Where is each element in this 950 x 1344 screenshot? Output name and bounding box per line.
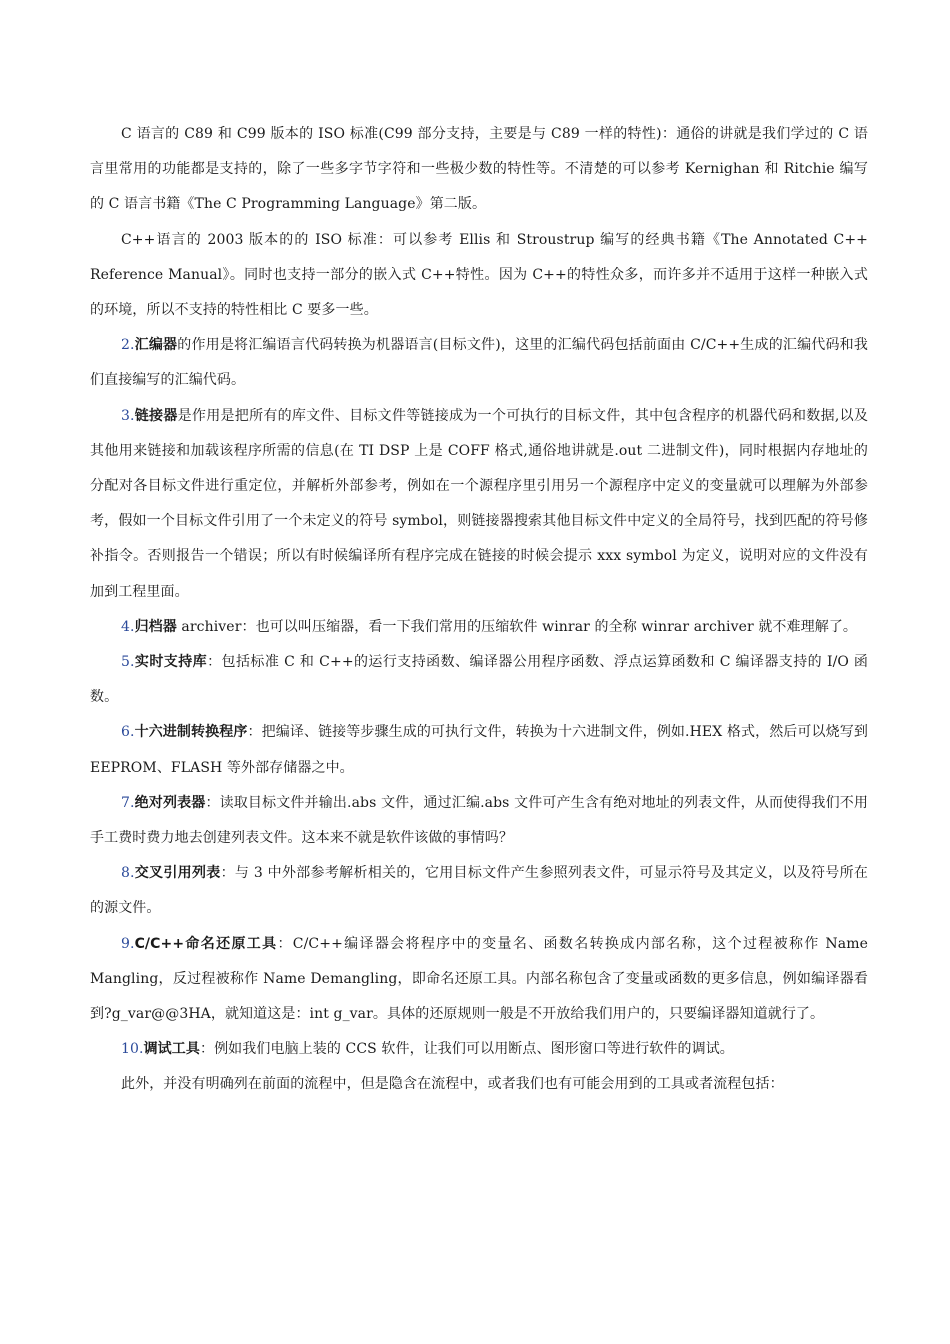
list-item-number: 9. [121, 935, 135, 952]
list-item-linker [90, 399, 868, 610]
list-item-name-demangler [90, 927, 868, 1033]
list-item-text: archiver：也可以叫压缩器，看一下我们常用的压缩软件 winrar 的全称 winrar archiver 就不难理解了。 [176, 618, 858, 635]
list-item-number: 5. [121, 654, 135, 671]
list-item-archiver [90, 610, 868, 645]
list-item-absolute-lister [90, 786, 868, 856]
list-item-term: 链接器 [134, 407, 178, 424]
list-item-number: 4. [121, 618, 135, 635]
list-item-term: C/C++命名还原工具 [134, 935, 278, 952]
paragraph-closing: 此外，并没有明确列在前面的流程中，但是隐含在流程中，或者我们也有可能会用到的工具或者流程包括： [121, 1076, 784, 1093]
list-item-text: ：例如我们电脑上装的 CCS 软件，让我们可以用断点、图形窗口等进行软件的调试。 [199, 1041, 734, 1058]
list-item-text: 的作用是将汇编语言代码转换为机器语言(目标文件)，这里的汇编代码包括前面由 C/C++生成的汇编代码和我们直接编写的汇编代码。 [90, 337, 868, 389]
list-item-number: 7. [121, 794, 135, 811]
list-item-text: ：读取目标文件并输出.abs 文件，通过汇编.abs 文件可产生含有绝对地址的列表文件，从而使得我们不用手工费时费力地去创建列表文件。这本来不就是软件该做的事情吗？ [90, 794, 869, 847]
list-item-debug-tools [90, 1032, 868, 1067]
list-item-cross-reference-lister [90, 856, 868, 926]
list-item-term: 调试工具 [143, 1041, 200, 1058]
list-item-term: 十六进制转换程序 [134, 724, 248, 741]
list-item-runtime-library [90, 645, 868, 715]
list-item-text: ：与 3 中外部参考解析相关的，它用目标文件产生参照列表文件，可显示符号及其定义，以及符号所在的源文件。 [90, 865, 868, 917]
paragraph-c-standard: C 语言的 C89 和 C99 版本的 ISO 标准(C99 部分支持，主要是与 C89 一样的特性)：通俗的讲就是我们学过的 C 语言里常用的功能都是支持的，除了一些多字节字符和一些极少数的特性等。不清楚的可以参考 Kernighan 和 Ritchie 编写的 C 语言书籍《The C Programming Language》第二版。 [90, 126, 868, 213]
list-item-text: ：包括标准 C 和 C++的运行支持函数、编译器公用程序函数、浮点运算函数和 C 编译器支持的 I/O 函数。 [90, 654, 869, 706]
list-item-number: 6. [121, 724, 135, 741]
list-item-number: 3. [121, 407, 135, 424]
list-item-hex-converter [90, 715, 868, 785]
list-item-text: 是作用是把所有的库文件、目标文件等链接成为一个可执行的目标文件，其中包含程序的机器代码和数据,以及其他用来链接和加载该程序所需的信息(在 TI DSP 上是 COFF 格式,通俗地讲就是.out 二进制文件)，同时根据内存地址的分配对各目标文件进行重定位，并解析外部参考，例如在一个源程序里引用另一个源程序中定义的变量就可以理解为外部参考，假如一个目标文件引用了一个未定义的符号 symbol，则链接器搜索其他目标文件中定义的全局符号，找到匹配的符号修补指令。否则报告一个错误；所以有时候编译所有程序完成在链接的时候会提示 xxx symbol 为定义，说明对应的文件没有加到工程里面。 [90, 407, 868, 600]
list-item-number: 2. [121, 337, 135, 354]
list-item-assembler [90, 328, 868, 398]
list-item-term: 归档器 [134, 618, 177, 635]
document-page [90, 117, 868, 1103]
list-item-number: 8. [121, 865, 135, 882]
list-item-text: ：C/C++编译器会将程序中的变量名、函数名转换成内部名称，这个过程被称作 Name Mangling，反过程被称作 Name Demangling，即命名还原工具。内部名称包含了变量或函数的更多信息，例如编译器看到?g_var@@3HA，就知道这是：int g_var。具体的还原规则一般是不开放给我们用户的，只要编译器知道就行了。 [90, 935, 868, 1023]
list-item-term: 汇编器 [134, 337, 178, 354]
list-item-term: 实时支持库 [134, 654, 208, 671]
list-item-term: 交叉引用列表 [134, 865, 221, 882]
list-item-term: 绝对列表器 [134, 794, 206, 811]
paragraph-cpp-standard: C++语言的 2003 版本的的 ISO 标准：可以参考 Ellis 和 Stroustrup 编写的经典书籍《The Annotated C++ Reference Manual》。同时也支持一部分的嵌入式 C++特性。因为 C++的特性众多，而许多并不适用于这样一种嵌入式的环境，所以不支持的特性相比 C 要多一些。 [90, 231, 868, 319]
list-item-number: 10. [121, 1041, 144, 1058]
list-item-text: ：把编译、链接等步骤生成的可执行文件，转换为十六进制文件，例如.HEX 格式，然后可以烧写到 EEPROM、FLASH 等外部存储器之中。 [90, 724, 868, 776]
